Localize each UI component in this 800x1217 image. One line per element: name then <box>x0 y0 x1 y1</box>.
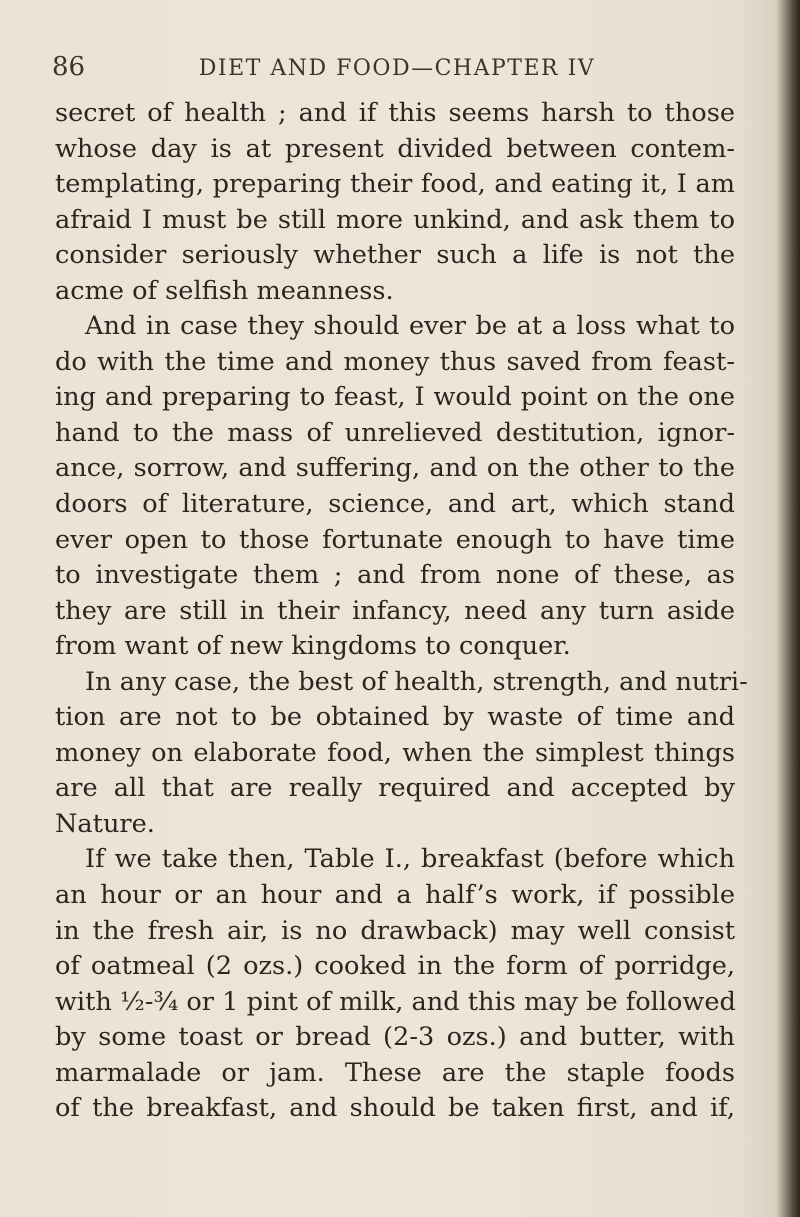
text-line: whose day is at present divided between contem- <box>55 133 735 164</box>
text-line: And in case they should ever be at a loss what to <box>85 311 735 342</box>
text-line: from want of new kingdoms to conquer. <box>55 631 571 662</box>
text-line: in the fresh air, is no drawback) may well consist <box>55 915 735 946</box>
page-number: 86 <box>52 52 86 82</box>
text-line: doors of literature, science, and art, which stand <box>55 489 735 520</box>
text-line: with ½-¾ or 1 pint of milk, and this may be followed <box>55 986 736 1017</box>
text-line: they are still in their infancy, need any turn aside <box>55 595 735 626</box>
text-line: acme of selfish meanness. <box>55 275 394 306</box>
body-text <box>55 96 748 1127</box>
text-line: are all that are really required and accepted by <box>55 773 735 804</box>
text-line: templating, preparing their food, and eating it, I am <box>55 169 735 200</box>
text-line: ever open to those fortunate enough to have time <box>55 524 735 555</box>
text-line: ance, sorrow, and suffering, and on the other to the <box>55 453 735 484</box>
text-line: secret of health ; and if this seems harsh to those <box>55 98 735 128</box>
text-line: In any case, the best of health, strength, and nutri- <box>85 666 748 697</box>
text-line: an hour or an hour and a half’s work, if possible <box>55 880 735 911</box>
text-line: of the breakfast, and should be taken first, and if, <box>55 1093 735 1124</box>
text-line: marmalade or jam. These are the staple foods <box>55 1057 735 1088</box>
page-header <box>52 52 742 88</box>
text-line: tion are not to be obtained by waste of time and <box>55 702 735 733</box>
text-line: ing and preparing to feast, I would point on the one <box>55 382 735 413</box>
text-line: If we take then, Table I., breakfast (before which <box>85 844 735 875</box>
text-line: of oatmeal (2 ozs.) cooked in the form of porridge, <box>55 951 735 982</box>
running-head: DIET AND FOOD—CHAPTER IV <box>198 56 596 81</box>
text-line: hand to the mass of unrelieved destitution, ignor- <box>55 417 735 448</box>
text-line: Nature. <box>55 808 155 839</box>
text-line: to investigate them ; and from none of these, as <box>55 560 735 591</box>
text-line: by some toast or bread (2-3 ozs.) and butter, with <box>55 1022 735 1053</box>
text-line: do with the time and money thus saved from feast- <box>55 346 735 377</box>
text-line: money on elaborate food, when the simplest things <box>55 737 735 768</box>
text-line: afraid I must be still more unkind, and ask them to <box>55 204 735 235</box>
text-line: consider seriously whether such a life is not the <box>55 240 735 271</box>
